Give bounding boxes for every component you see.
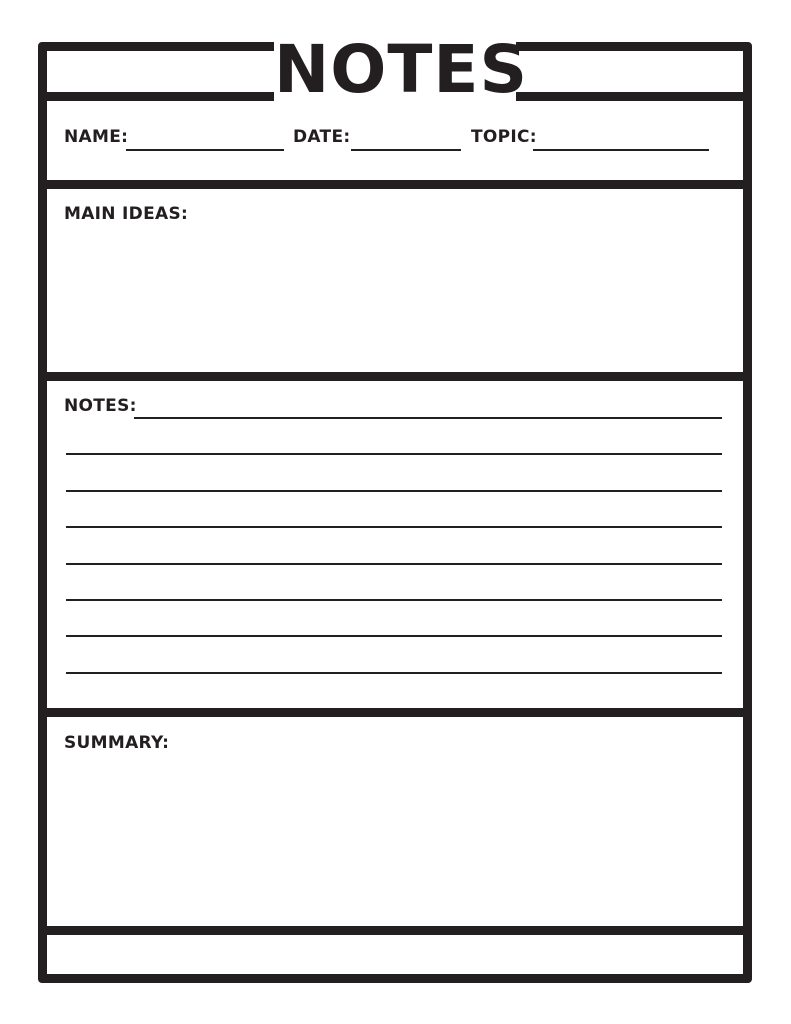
- summary-label: SUMMARY:: [64, 733, 170, 753]
- main-ideas-divider: [38, 372, 752, 381]
- notes-line[interactable]: [134, 417, 722, 419]
- notes-divider: [38, 708, 752, 717]
- notes-line[interactable]: [66, 453, 722, 455]
- topic-label: TOPIC:: [471, 127, 537, 147]
- date-field[interactable]: [351, 149, 461, 151]
- name-field[interactable]: [126, 149, 284, 151]
- main-ideas-area[interactable]: [47, 189, 743, 372]
- notes-line[interactable]: [66, 672, 722, 674]
- name-label: NAME:: [64, 127, 129, 147]
- notes-line[interactable]: [66, 635, 722, 637]
- notes-sheet: [38, 31, 752, 983]
- title-block: [274, 31, 528, 108]
- info-divider: [38, 180, 752, 189]
- notes-line[interactable]: [66, 563, 722, 565]
- notes-label: NOTES:: [64, 396, 137, 416]
- date-label: DATE:: [293, 127, 351, 147]
- summary-divider: [38, 926, 752, 935]
- page-title: NOTES: [274, 31, 528, 108]
- notes-line[interactable]: [66, 599, 722, 601]
- footer-strip: [47, 935, 743, 974]
- topic-field[interactable]: [533, 149, 709, 151]
- summary-area[interactable]: [47, 717, 743, 926]
- notes-line[interactable]: [66, 526, 722, 528]
- main-ideas-label: MAIN IDEAS:: [64, 204, 189, 224]
- notes-line[interactable]: [66, 490, 722, 492]
